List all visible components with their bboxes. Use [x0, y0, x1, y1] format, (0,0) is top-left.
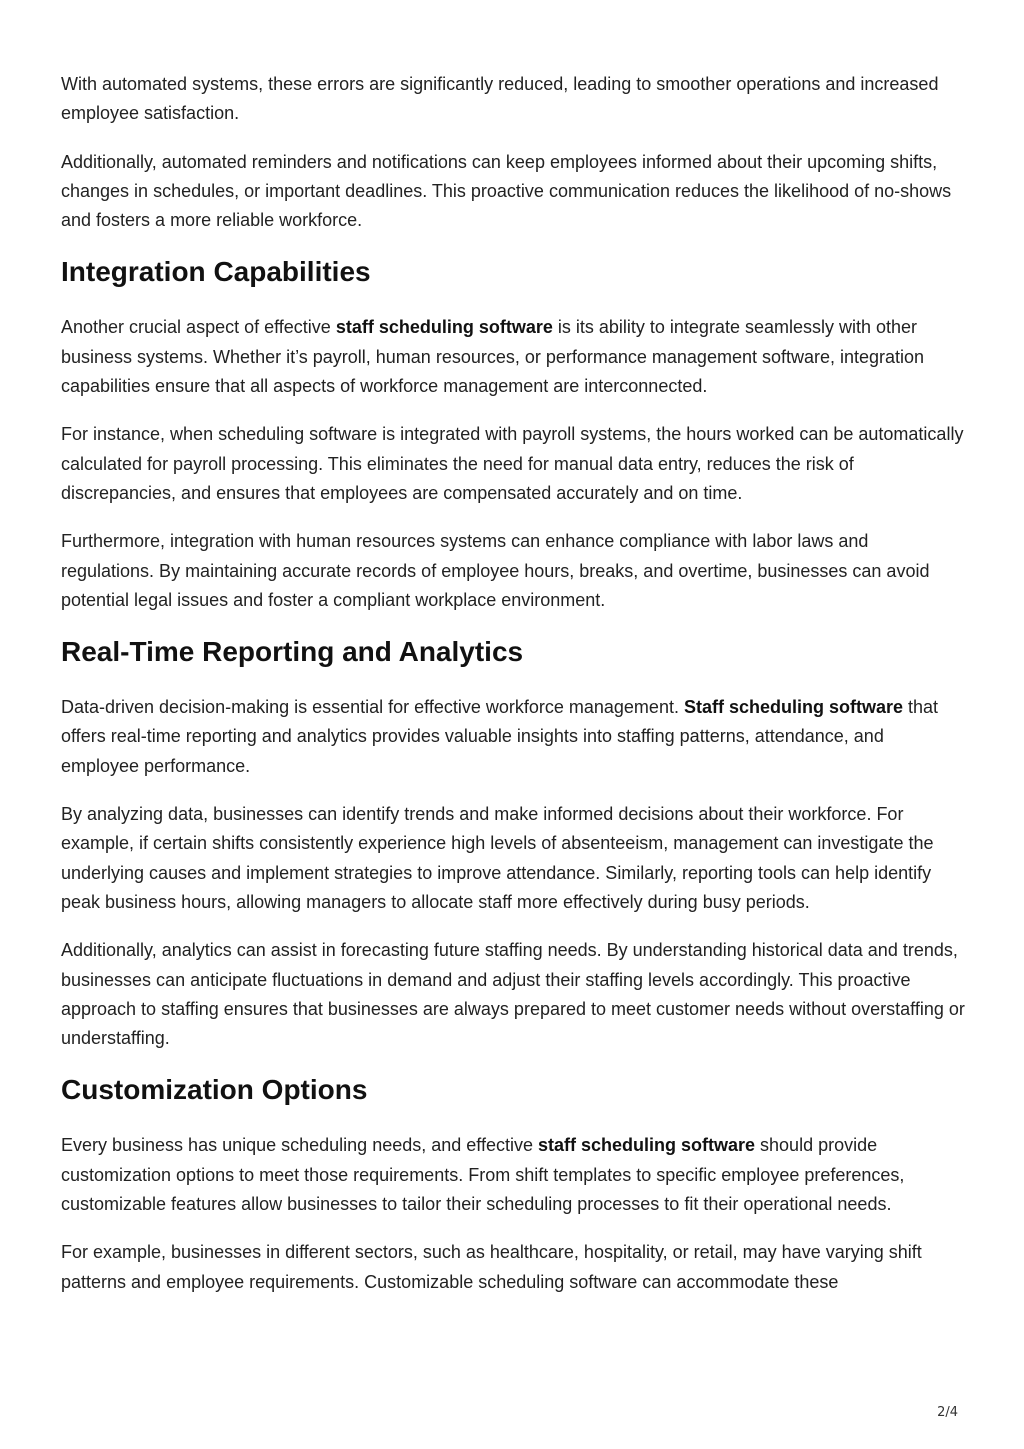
reporting-p1-text-pre: Data-driven decision-making is essential for effective workforce management. [61, 697, 684, 718]
section-heading-integration: Integration Capabilities [61, 256, 371, 288]
integration-paragraph-3: Furthermore, integration with human resources systems can enhance compliance with labor laws and regulations. By maintaining accurate records of employee hours, breaks, and overtime, businesses can avoid potential legal issues and foster a compliant workplace environment. [61, 531, 930, 610]
intro-paragraph-2: Additionally, automated reminders and notifications can keep employees informed about their upcoming shifts, changes in schedules, or important deadlines. This proactive communication reduces the likelihood of no-shows and fosters a more reliable workforce. [61, 151, 952, 231]
reporting-paragraph-3: Additionally, analytics can assist in forecasting future staffing needs. By understanding historical data and trends, businesses can anticipate fluctuations in demand and adjust their staffing levels accordingly. This proactive approach to staffing ensures that businesses are always prepared to meet customer needs without overstaffing or understaffing. [61, 940, 965, 1049]
customization-paragraph-1 [61, 1131, 966, 1219]
integration-p1-text-pre: Another crucial aspect of effective [61, 317, 336, 338]
customization-p1-bold-term: staff scheduling software [537, 1135, 756, 1156]
intro-paragraph-1: With automated systems, these errors are significantly reduced, leading to smoother operations and increased employee satisfaction. [61, 74, 939, 124]
page-number: 2/4 [937, 1405, 958, 1420]
customization-p1-text-post: should provide customization options to meet those requirements. From shift templates to specific employee preferences, customizable features allow businesses to tailor their scheduling processes to fit their operational needs. [61, 1135, 905, 1215]
section-heading-reporting: Real-Time Reporting and Analytics [61, 636, 524, 668]
customization-paragraph-2: For example, businesses in different sectors, such as healthcare, hospitality, or retail, may have varying shift patterns and employee requirements. Customizable scheduling software can accommodate these [61, 1242, 922, 1292]
integration-paragraph-2: For instance, when scheduling software is integrated with payroll systems, the hours worked can be automatically calculated for payroll processing. This eliminates the need for manual data entry, reduces the risk of discrepancies, and ensures that employees are compensated accurately and on time. [61, 424, 964, 503]
integration-paragraph-1 [61, 313, 966, 401]
reporting-p1-bold-term: Staff scheduling software [683, 697, 903, 718]
reporting-p1-text-post: that offers real-time reporting and analytics provides valuable insights into staffing patterns, attendance, and employee performance. [61, 697, 939, 776]
reporting-paragraph-1 [61, 693, 966, 781]
section-heading-customization: Customization Options [61, 1074, 368, 1106]
integration-p1-text-post: is its ability to integrate seamlessly with other business systems. Whether it’s payroll, human resources, or performance management software, integration capabilities ensure that all aspects of workforce management are interconnected. [61, 317, 925, 397]
customization-p1-text-pre: Every business has unique scheduling needs, and effective [61, 1135, 538, 1156]
document-body [61, 70, 966, 1316]
integration-p1-bold-term: staff scheduling software [335, 317, 553, 338]
reporting-paragraph-2: By analyzing data, businesses can identify trends and make informed decisions about their workforce. For example, if certain shifts consistently experience high levels of absenteeism, management can investigate the underlying causes and implement strategies to improve attendance. Similarly, reporting tools can help identify peak business hours, allowing managers to allocate staff more effectively during busy periods. [61, 804, 934, 912]
